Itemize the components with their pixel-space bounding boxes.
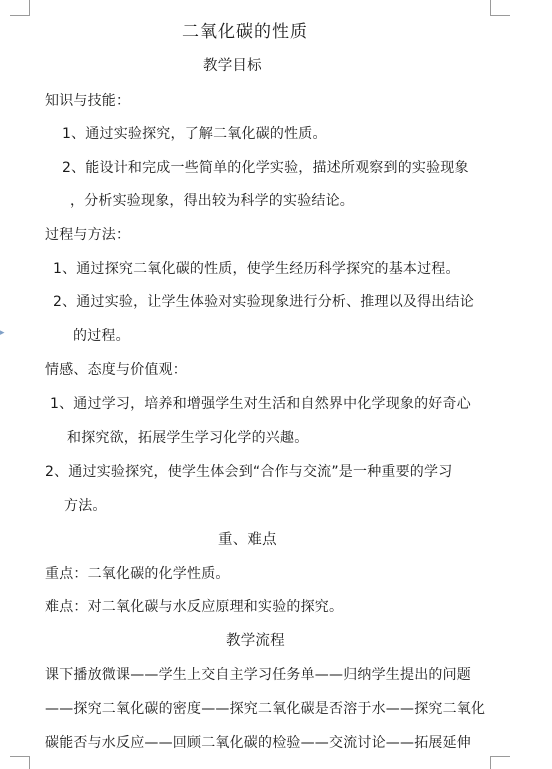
emotion-item-continued: 和探究欲，拓展学生学习化学的兴趣。 <box>67 430 309 446</box>
knowledge-item: 2、能设计和完成一些简单的化学实验，描述所观察到的实验现象 <box>62 160 469 176</box>
crop-mark-bottom-left <box>10 756 30 769</box>
process-heading: 过程与方法： <box>45 227 131 243</box>
process-item: 2、通过实验，让学生体验对实验现象进行分析、推理以及得出结论 <box>53 294 474 310</box>
knowledge-heading: 知识与技能： <box>45 93 131 109</box>
document-title: 二氧化碳的性质 <box>182 22 308 42</box>
emotion-item: 1、通过学习，培养和增强学生对生活和自然界中化学现象的好奇心 <box>50 396 471 412</box>
paragraph-marker-icon: ▸ <box>0 328 5 338</box>
difficult-point: 难点：对二氧化碳与水反应原理和实验的探究。 <box>45 599 344 615</box>
key-points-heading: 重、难点 <box>218 532 277 548</box>
crop-mark-top-left <box>10 0 30 16</box>
flow-line: 课下播放微课——学生上交自主学习任务单——归纳学生提出的问题 <box>45 667 471 683</box>
emotion-heading: 情感、态度与价值观： <box>45 362 187 378</box>
crop-mark-bottom-right <box>490 756 510 769</box>
knowledge-item-continued: ，分析实验现象，得出较为科学的实验结论。 <box>70 193 354 209</box>
crop-mark-top-right <box>490 0 510 16</box>
emotion-item-continued: 方法。 <box>64 498 107 514</box>
flow-line: 碳能否与水反应——回顾二氧化碳的检验——交流讨论——拓展延伸 <box>45 735 471 751</box>
process-item: 1、通过探究二氧化碳的性质，使学生经历科学探究的基本过程。 <box>53 261 460 277</box>
flow-line: ——探究二氧化碳的密度——探究二氧化碳是否溶于水——探究二氧化 <box>45 701 486 717</box>
emotion-item: 2、通过实验探究，使学生体会到“合作与交流”是一种重要的学习 <box>45 464 453 480</box>
process-item-continued: 的过程。 <box>73 328 130 344</box>
key-point: 重点：二氧化碳的化学性质。 <box>45 566 230 582</box>
flow-heading: 教学流程 <box>226 633 285 649</box>
knowledge-item: 1、通过实验探究，了解二氧化碳的性质。 <box>62 126 327 142</box>
objectives-heading: 教学目标 <box>203 58 262 74</box>
